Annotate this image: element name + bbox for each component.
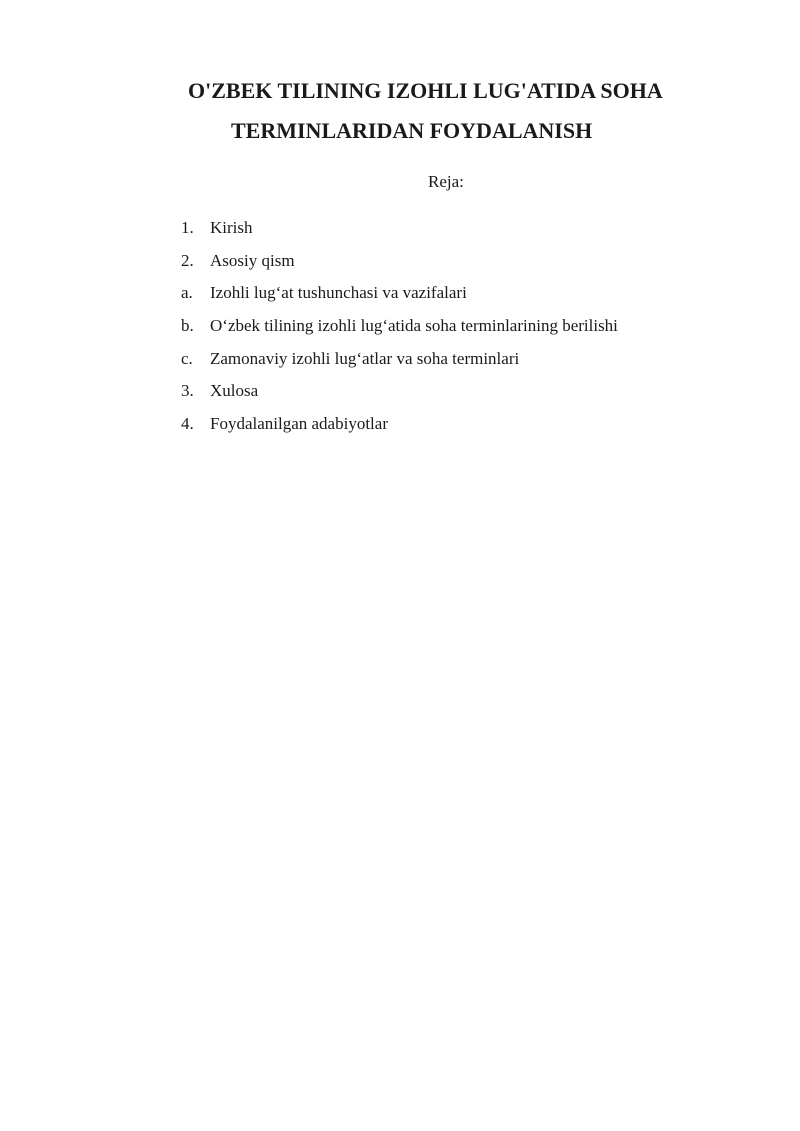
plan-item-marker: c. (181, 348, 193, 368)
plan-item-text: Asosiy qism (210, 250, 295, 270)
plan-item (181, 245, 618, 278)
plan-item-marker: b. (181, 316, 194, 336)
plan-item-marker: 2. (181, 250, 194, 270)
document-title-line-1: O'ZBEK TILINING IZOHLI LUG'ATIDA SOHA (188, 78, 663, 103)
plan-item (181, 310, 618, 343)
plan-item-marker: a. (181, 283, 193, 303)
plan-item-text: Izohli lug‘at tushunchasi va vazifalari (210, 283, 467, 303)
plan-item-marker: 1. (181, 218, 194, 238)
document-title-line-2: TERMINLARIDAN FOYDALANISH (231, 118, 593, 143)
plan-item-text: Zamonaviy izohli lug‘atlar va soha terminlari (210, 348, 520, 368)
plan-item-marker: 3. (181, 381, 194, 401)
plan-item (181, 342, 618, 375)
plan-item-marker: 4. (181, 413, 194, 433)
plan-item-text: Foydalanilgan adabiyotlar (210, 413, 388, 433)
plan-list (181, 212, 618, 440)
plan-item-text: O‘zbek tilining izohli lug‘atida soha terminlarining berilishi (210, 316, 618, 336)
plan-item-text: Kirish (210, 218, 253, 238)
plan-item-text: Xulosa (210, 381, 259, 401)
plan-item (181, 375, 618, 408)
plan-item (181, 408, 618, 441)
plan-item (181, 277, 618, 310)
plan-heading: Reja: (428, 172, 464, 191)
plan-item (181, 212, 618, 245)
